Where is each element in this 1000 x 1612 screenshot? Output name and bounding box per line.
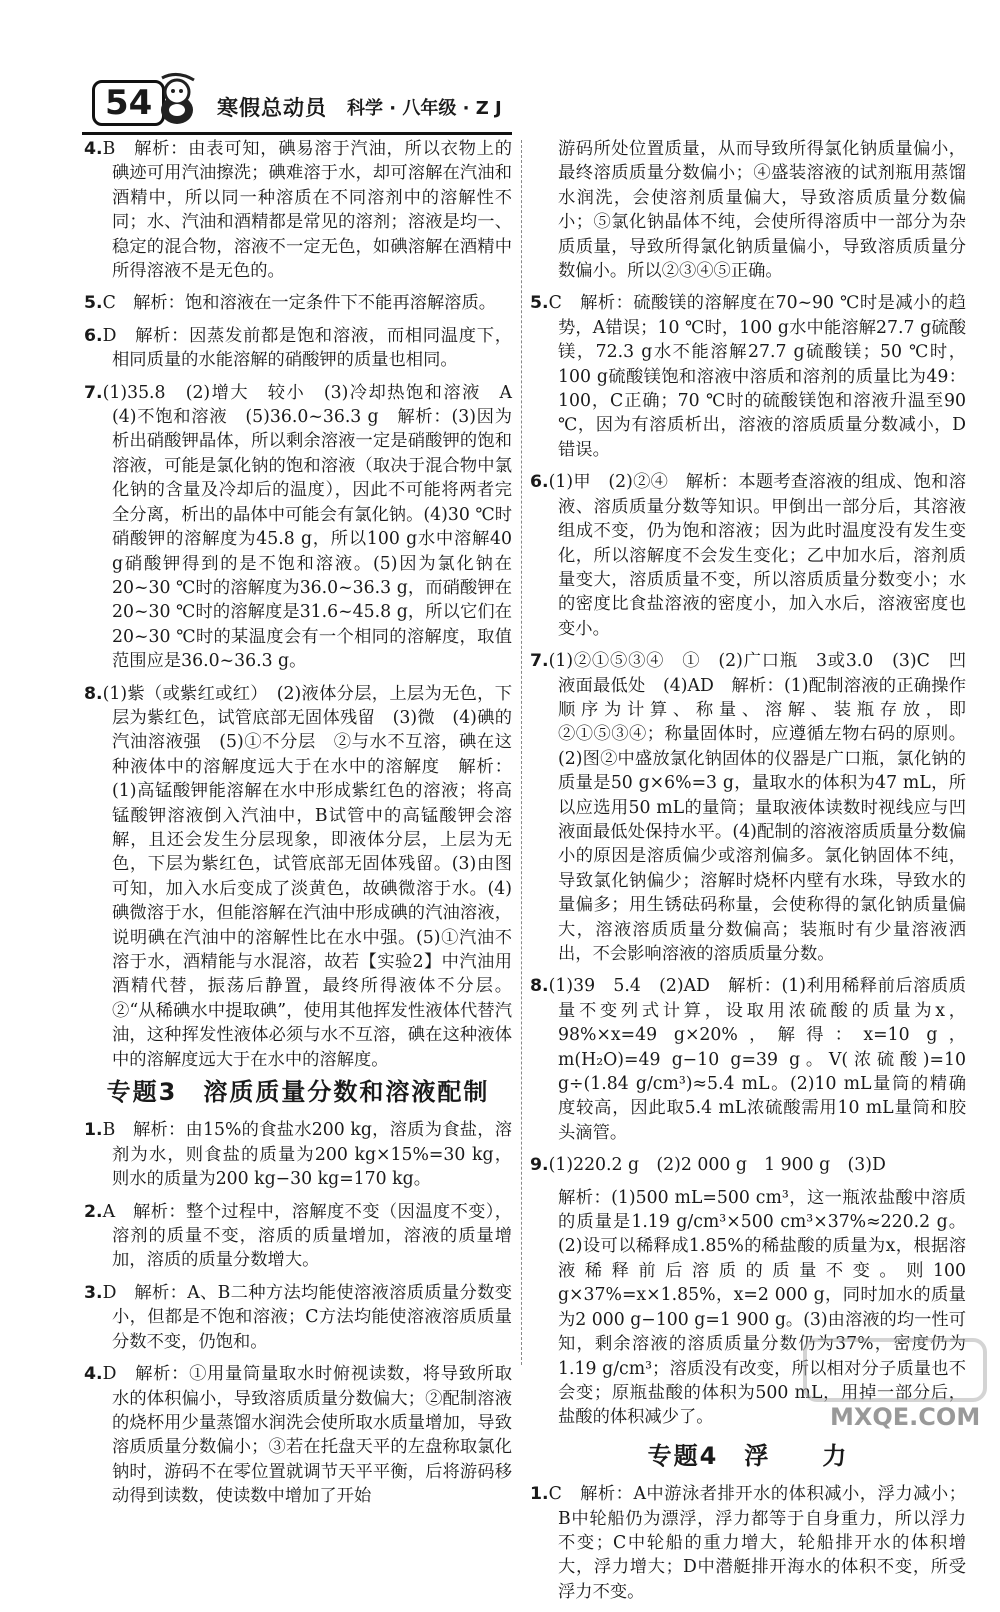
answer-item <box>84 291 512 315</box>
answer-text: (1)紫（或紫红或红） (2)液体分层，上层为无色，下层为紫红色，试管底部无固体残留 (3)微 (4)碘的汽油溶液强 (5)①不分层 ②与水不互溶，碘在这种液体中的溶解度远大于在水中的溶解度 解析：(1)高锰酸钾能溶解在水中形成紫红色的溶液；将高锰酸钾溶液倒入汽油中，B试管中的高锰酸钾会溶解，且还会发生分层现象，即液体分层，上层为无色，下层为紫红色，试管底部无固体残留。(3)由图可知，加入水后变成了淡黄色，故碘微溶于水。(4)碘微溶于水，但能溶解在汽油中形成碘的汽油溶液，说明碘在汽油中的溶解性比在水中强。(5)①汽油不溶于水，酒精能与水混溶，故若【实验2】中汽油用酒精代替，振荡后静置，最终所得液体不分层。②“从稀碘水中提取碘”，使用其他挥发性液体代替汽油，这种挥发性液体必须与水不互溶，碘在这种液体中的溶解度远大于在水中的溶解度。 <box>102 683 512 1070</box>
answer-text: B 解析：由15%的食盐水200 kg，溶质为食盐，溶剂为水，则食盐的质量为200 kg×15%=30 kg，则水的质量为200 kg−30 kg=170 kg。 <box>102 1120 512 1190</box>
answer-item <box>84 1362 512 1508</box>
answer-item <box>530 291 966 462</box>
answer-text: B 解析：由表可知，碘易溶于汽油，所以衣物上的碘迹可用汽油擦洗；碘难溶于水，却可溶解在汽油和酒精中，所以同一种溶质在不同溶剂中的溶解性不同；水、汽油和酒精都是常见的溶剂；溶液是均一、稳定的混合物，溶液不一定无色，如碘溶解在酒精中所得溶液不是无色的。 <box>102 139 512 282</box>
answer-text: D 解析：①用量筒量取水时俯视读数，将导致所取水的体积偏小，导致溶质质量分数偏大；②配制溶液的烧杯用少量蒸馏水润洗会使所取水质量增加，导致溶质质量分数偏小；③若在托盘天平的左盘称取氯化钠时，游码不在零位置就调节天平平衡，后将游码移动得到读数，使读数中增加了开始 <box>102 1364 512 1507</box>
answer-item <box>84 1118 512 1191</box>
answer-text: C 解析：A中游泳者排开水的体积减小，浮力减小；B中轮船仍为漂浮，浮力都等于自身重力，所以浮力不变；C中轮船的重力增大，轮船排开水的体积增大，浮力增大；D中潜艇排开海水的体积不变，所受浮力不变。 <box>548 1484 966 1602</box>
answer-number: 7. <box>530 651 549 672</box>
answer-item <box>84 381 530 674</box>
column-divider <box>521 140 522 1365</box>
answer-number: 4. <box>84 1364 103 1385</box>
answer-item <box>84 137 512 283</box>
answer-text: (1)220.2 g (2)2 000 g 1 900 g (3)D <box>548 1155 886 1176</box>
answer-number: 1. <box>84 1120 103 1141</box>
answer-number: 6. <box>84 325 103 346</box>
answer-item <box>530 137 966 283</box>
section-title-3: 专题3 溶质质量分数和溶液配制 <box>106 1078 490 1107</box>
header-rule <box>82 132 512 135</box>
answer-text: A 解析：整个过程中，溶解度不变（因温度不变），溶剂的质量不变，溶质的质量增加，溶液的质量增加，溶质的质量分数增大。 <box>102 1201 512 1271</box>
answer-text: (1)35.8 (2)增大 较小 (3)冷却热饱和溶液 A (4)不饱和溶液 (5)36.0~36.3 g 解析：(3)因为析出硝酸钾晶体，所以剩余溶液一定是硝酸钾的饱和溶液，可能是氯化钠的饱和溶液（取决于混合物中氯化钠的含量及冷却后的温度），因此不可能将两者完全分离，析出的晶体中可能会有氯化钠。(4)30 ℃时硝酸钾的溶解度为45.8 g，所以100 g水中溶解40 g硝酸钾得到的是不饱和溶液。(5)因为氯化钠在20~30 ℃时的溶解度为36.0~36.3 g，而硝酸钾在20~30 ℃时的溶解度是31.6~45.8 g，所以它们在20~30 ℃时的某温度会有一个相同的溶解度，取值范围应是36.0~36.3 g。 <box>102 382 530 672</box>
answer-number: 7. <box>84 382 103 403</box>
watermark-text: MXQE.COM <box>830 1403 981 1431</box>
answer-text: C 解析：饱和溶液在一定条件下不能再溶解溶质。 <box>102 293 497 314</box>
answer-item <box>84 324 512 373</box>
left-column <box>84 137 530 1517</box>
answer-text: 游码所处位置质量，从而导致所得氯化钠质量偏小，最终溶质质量分数偏小；④盛装溶液的试剂瓶用蒸馏水润洗，会使溶剂质量偏大，导致溶质质量分数偏小；⑤氯化钠晶体不纯，会使所得溶质中一部分为杂质质量，导致所得氯化钠质量偏小，导致溶质质量分数偏小。所以②③④⑤正确。 <box>558 139 966 282</box>
answer-number: 2. <box>84 1201 103 1222</box>
answer-number: 4. <box>84 139 103 159</box>
answer-item <box>84 1281 512 1354</box>
answer-text: (1)②①⑤③④ ① (2)广口瓶 3或3.0 (3)C 凹液面最低处 (4)AD 解析：(1)配制溶液的正确操作顺序为计算、称量、溶解、装瓶存放，即②①⑤③④；称量固体时，应遵循左物右码的原则。(2)图②中盛放氯化钠固体的仪器是广口瓶，氯化钠的质量是50 g×6%=3 g，量取水的体积为47 mL，所以应选用50 mL的量筒；量取液体读数时视线应与凹液面最低处保持水平。(4)配制的溶液溶质质量分数偏小的原因是溶质偏少或溶剂偏多。氯化钠固体不纯，导致氯化钠偏少；溶解时烧杯内壁有水珠，导致水的量偏多；用生锈砝码称量，会使称得的氯化钠质量偏大，溶液溶质质量分数偏高；装瓶时有少量溶液洒出，不会影响溶液的溶质质量分数。 <box>548 651 966 964</box>
answer-item <box>530 470 966 641</box>
answer-text: D 解析：A、B二种方法均能使溶液溶质质量分数变小，但都是不饱和溶液；C方法均能使溶液溶质质量分数不变，仍饱和。 <box>102 1282 512 1352</box>
section-title-4: 专题4 浮 力 <box>647 1441 849 1470</box>
subject-label: 科学 · 八年级 · Z J <box>347 98 502 119</box>
answer-item <box>530 649 966 966</box>
answer-item <box>530 1153 966 1177</box>
answer-number: 8. <box>84 683 103 704</box>
page-header <box>82 72 522 134</box>
answer-text: (1)甲 (2)②④ 解析：本题考查溶液的组成、饱和溶液、溶质质量分数等知识。甲倒出一部分后，其溶液组成不变，仍为饱和溶液；因为此时温度没有发生变化，所以溶解度不会发生变化；乙中加水后，溶剂质量变大，溶质质量不变，所以溶质质量分数变小；水的密度比食盐溶液的密度小，加入水后，溶液密度也变小。 <box>548 472 966 639</box>
mascot-icon <box>152 72 202 127</box>
answer-item <box>84 682 512 1073</box>
answer-text: (1)39 5.4 (2)AD 解析：(1)利用稀释前后溶质质量不变列式计算，设取用浓硫酸的质量为x，98%×x=49 g×20%，解得：x=10 g，m(H₂O)=49 g−10 g=39 g。V(浓硫酸)=10 g÷(1.84 g/cm³)≈5.4 mL。(2)10 mL量筒的精确度较高，因此取5.4 mL浓硫酸需用10 mL量筒和胶头滴管。 <box>548 976 966 1143</box>
answer-number: 8. <box>530 976 549 997</box>
answer-number: 5. <box>84 293 103 314</box>
answer-item <box>530 974 966 1145</box>
answer-number: 9. <box>530 1155 549 1176</box>
answer-number: 6. <box>530 472 549 493</box>
answer-text: D 解析：因蒸发前都是饱和溶液，而相同温度下，相同质量的水能溶解的硝酸钾的质量也相同。 <box>102 325 512 371</box>
answer-number: 3. <box>84 1282 103 1303</box>
answer-item <box>530 1482 966 1604</box>
answer-number: 1. <box>530 1484 549 1505</box>
book-title: 寒假总动员 <box>217 96 327 120</box>
answer-number: 5. <box>530 293 549 314</box>
answer-item <box>84 1200 512 1273</box>
page-number: 54 <box>92 80 165 126</box>
answer-text: 解析：(1)500 mL=500 cm³，这一瓶浓盐酸中溶质的质量是1.19 g/cm³×500 cm³×37%≈220.2 g。(2)设可以稀释成1.85%的稀盐酸的质量为x，根据溶液稀释前后溶质的质量不变。则100 g×37%=x×1.85%，x=2 000 g，同时加水的质量为2 000 g−100 g=1 900 g。(3)由溶液的均一性可知，剩余溶液的溶质质量分数仍为37%，密度仍为1.19 g/cm³；溶质没有改变，所以相对分子质量也不会变；原瓶盐酸的体积为500 mL，用掉一部分后，盐酸的体积减少了。 <box>558 1187 966 1428</box>
answer-text: C 解析：硫酸镁的溶解度在70~90 ℃时是减小的趋势，A错误；10 ℃时，100 g水中能溶解27.7 g硫酸镁，72.3 g水不能溶解27.7 g硫酸镁；50 ℃时，100 g硫酸镁饱和溶液中溶质和溶剂的质量比为49：100，C正确；70 ℃时的硫酸镁饱和溶液升温至90 ℃，因为有溶质析出，溶液的溶质质量分数减小，D错误。 <box>548 293 966 460</box>
